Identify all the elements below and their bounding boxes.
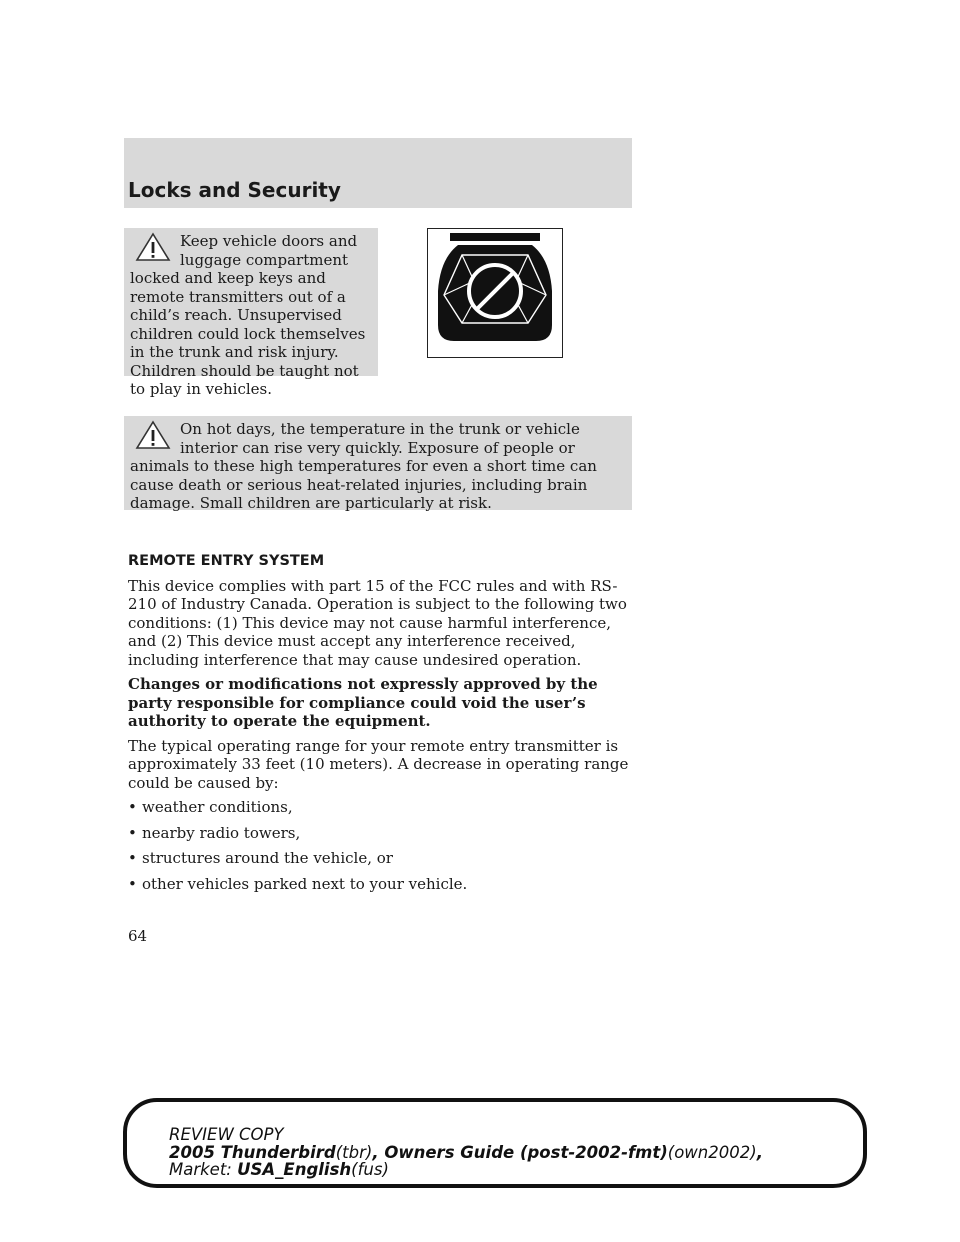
list-item [128, 875, 632, 894]
footer-market: USA_English [237, 1160, 352, 1179]
fcc-compliance-paragraph: This device complies with part 15 of the FCC rules and with RS-210 of Industry Canada. Operation is subject to the following two conditions: (1) This device may not cause harmful interference, and (2) This device must accept any interference received, including interference that may cause undesired operation. [128, 576, 627, 669]
page-title: Locks and Security [128, 178, 341, 202]
list-item-text: other vehicles parked next to your vehicle. [142, 874, 468, 893]
warning-box-children-trunk [124, 228, 378, 398]
footer-text [169, 1126, 763, 1179]
operating-range-paragraph: The typical operating range for your remote entry transmitter is approximately 33 feet (10 meters). A decrease in operating range could be caused by: [128, 736, 629, 792]
warning-text: Keep vehicle doors and luggage compartment locked and keep keys and remote transmitters out of a child’s reach. Unsupervised children could lock themselves in the trunk and risk injury. Children should be taught not to play in vehicles. [130, 232, 366, 398]
footer-model-code: (tbr) [335, 1142, 373, 1162]
open-trunk-prohibited-icon [428, 229, 562, 357]
footer-line-title [169, 1144, 763, 1162]
warning-text: On hot days, the temperature in the trunk or vehicle interior can rise very quickly. Exposure of people or animals to these high temperatures for even a short time can cause death or serious heat-related injuries, including brain damage. Small children are particularly at risk. [130, 420, 597, 512]
footer-market-code: (fus) [351, 1160, 389, 1179]
bullet-icon: • [128, 823, 137, 842]
bullet-icon: • [128, 849, 137, 867]
list-item-text: structures around the vehicle, or [142, 849, 393, 867]
footer-model: 2005 Thunderbird [169, 1142, 336, 1162]
warning-triangle-icon [130, 230, 176, 264]
footer-guide-code: (own2002) [667, 1142, 757, 1162]
trunk-no-children-illustration [427, 228, 563, 358]
bullet-icon: • [128, 874, 137, 893]
remote-entry-section [128, 552, 632, 900]
page-number: 64 [128, 927, 148, 945]
modifications-warning-paragraph: Changes or modifications not expressly approved by the party responsible for compliance could void the user’s authority to operate the equipment. [128, 675, 598, 730]
footer-guide: Owners Guide (post-2002-fmt) [384, 1142, 668, 1162]
section-heading: REMOTE ENTRY SYSTEM [128, 553, 325, 569]
list-item [128, 798, 632, 817]
list-item-text: nearby radio towers, [142, 823, 301, 842]
range-factors-list [128, 798, 632, 893]
footer-market-label: Market: [169, 1160, 238, 1179]
footer-line-review: REVIEW COPY [169, 1125, 284, 1144]
footer-line-market [169, 1161, 763, 1179]
footer-separator: , [372, 1142, 385, 1162]
bullet-icon: • [128, 798, 137, 816]
list-item-text: weather conditions, [142, 798, 293, 816]
list-item [128, 849, 632, 868]
footer-separator: , [756, 1142, 763, 1162]
warning-triangle-icon [130, 418, 176, 452]
review-copy-footer [123, 1098, 867, 1188]
list-item [128, 824, 632, 843]
section-header-band [124, 138, 632, 208]
warning-box-hot-days [124, 416, 632, 510]
